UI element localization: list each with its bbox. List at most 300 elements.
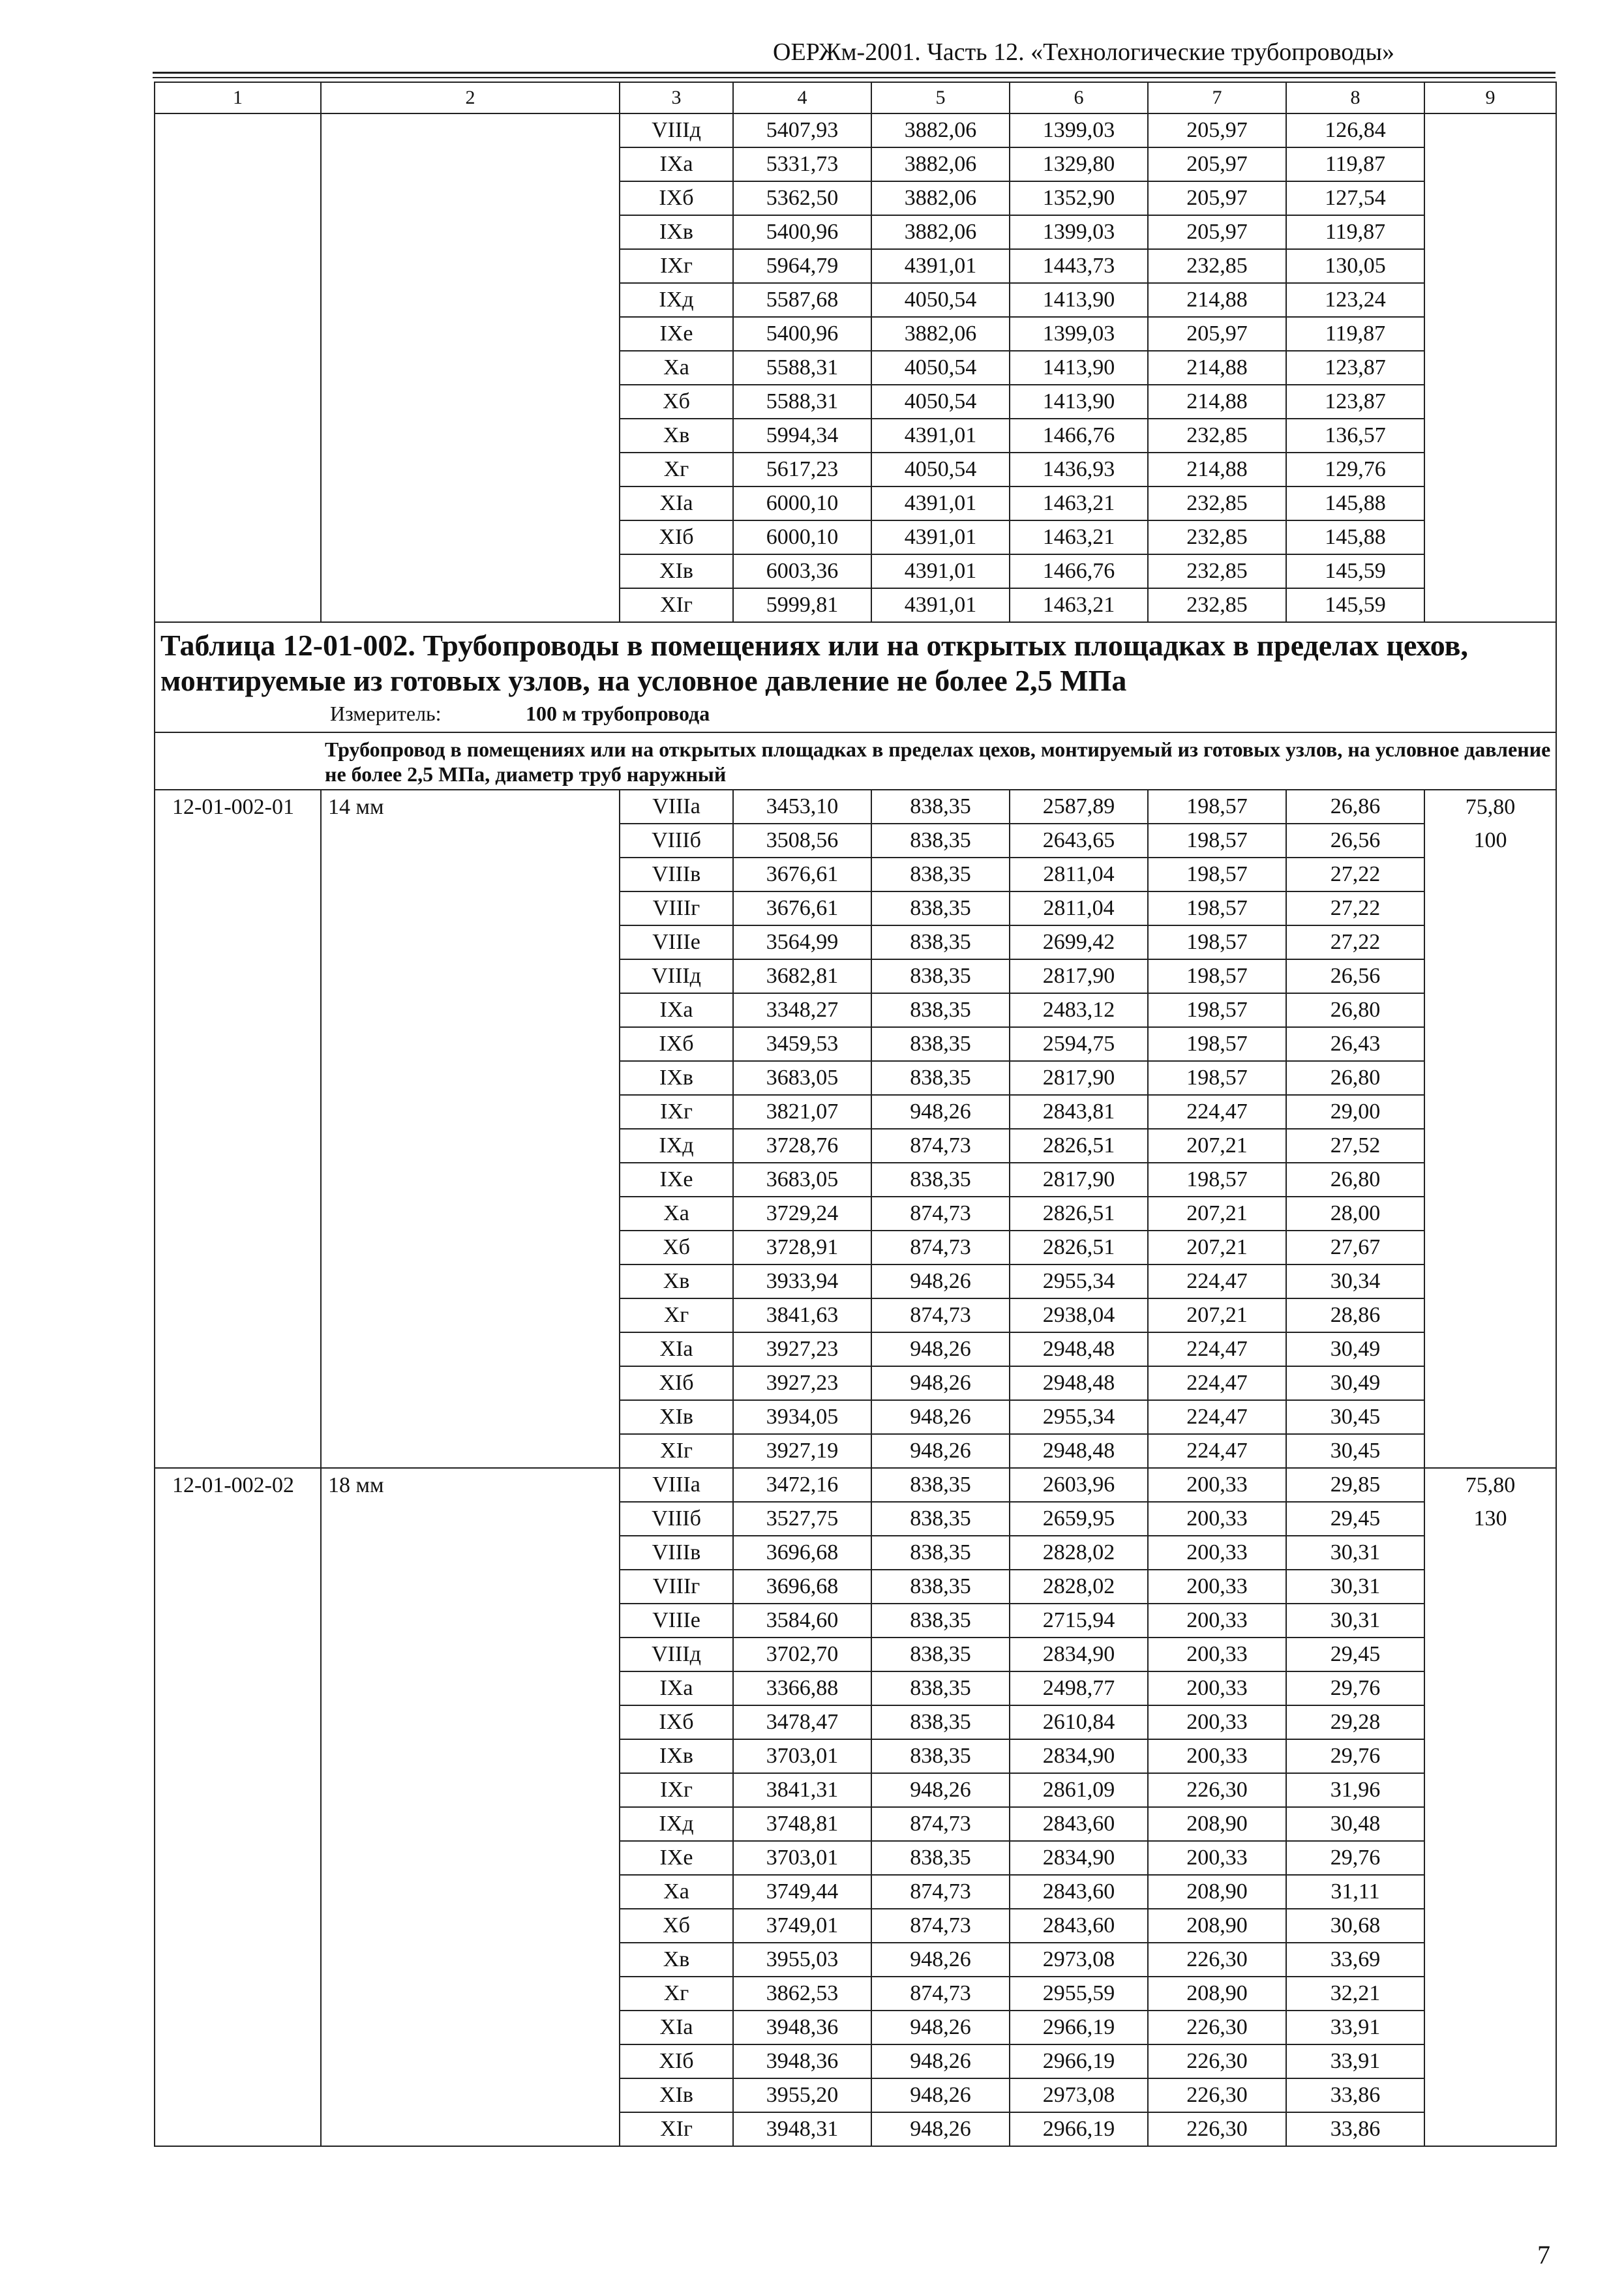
region-cell: Xа <box>620 1875 733 1909</box>
col9-cell <box>1424 1298 1556 1332</box>
value-cell: 208,90 <box>1148 1875 1286 1909</box>
value-cell: 3749,01 <box>733 1909 871 1943</box>
value-cell: 3676,61 <box>733 858 871 891</box>
value-cell: 948,26 <box>871 2078 1010 2112</box>
region-cell: VIIIв <box>620 858 733 891</box>
value-cell: 4391,01 <box>871 419 1010 453</box>
value-cell: 3882,06 <box>871 113 1010 147</box>
code-cell <box>155 1366 321 1400</box>
name-cell <box>321 858 620 891</box>
region-cell: VIIIд <box>620 959 733 993</box>
value-cell: 198,57 <box>1148 824 1286 858</box>
col9-cell <box>1424 1875 1556 1909</box>
value-cell: 214,88 <box>1148 385 1286 419</box>
table-row <box>155 1366 1556 1400</box>
value-cell: 200,33 <box>1148 1671 1286 1705</box>
name-cell <box>321 1807 620 1841</box>
code-cell <box>155 1807 321 1841</box>
value-cell: 2699,42 <box>1010 925 1148 959</box>
region-cell: Xг <box>620 453 733 486</box>
name-cell <box>321 283 620 317</box>
col9-cell <box>1424 1366 1556 1400</box>
value-cell: 2966,19 <box>1010 2112 1148 2146</box>
value-cell: 3703,01 <box>733 1739 871 1773</box>
value-cell: 232,85 <box>1148 520 1286 554</box>
column-number: 8 <box>1286 82 1424 113</box>
value-cell: 232,85 <box>1148 419 1286 453</box>
value-cell: 838,35 <box>871 1163 1010 1197</box>
table-row <box>155 1570 1556 1604</box>
value-cell: 2948,48 <box>1010 1434 1148 1468</box>
value-cell: 2817,90 <box>1010 1163 1148 1197</box>
value-cell: 2610,84 <box>1010 1705 1148 1739</box>
value-cell: 5964,79 <box>733 249 871 283</box>
value-cell: 119,87 <box>1286 317 1424 351</box>
table-row <box>155 2044 1556 2078</box>
value-cell: 29,76 <box>1286 1671 1424 1705</box>
value-cell: 200,33 <box>1148 1638 1286 1671</box>
value-cell: 205,97 <box>1148 181 1286 215</box>
value-cell: 948,26 <box>871 2112 1010 2146</box>
table-row <box>155 925 1556 959</box>
col9-cell <box>1424 1434 1556 1468</box>
value-cell: 4050,54 <box>871 453 1010 486</box>
table-row <box>155 1705 1556 1739</box>
value-cell: 3676,61 <box>733 891 871 925</box>
value-cell: 3478,47 <box>733 1705 871 1739</box>
value-cell: 198,57 <box>1148 959 1286 993</box>
value-cell: 2938,04 <box>1010 1298 1148 1332</box>
table-row <box>155 554 1556 588</box>
region-cell: IXа <box>620 1671 733 1705</box>
value-cell: 838,35 <box>871 1604 1010 1638</box>
col9-cell <box>1424 351 1556 385</box>
col9-cell <box>1424 1400 1556 1434</box>
value-cell: 224,47 <box>1148 1366 1286 1400</box>
value-cell: 948,26 <box>871 1366 1010 1400</box>
col9-cell <box>1424 588 1556 622</box>
value-cell: 948,26 <box>871 1773 1010 1807</box>
table-row <box>155 1400 1556 1434</box>
col9-cell <box>1424 959 1556 993</box>
value-cell: 145,59 <box>1286 554 1424 588</box>
code-cell <box>155 1977 321 2011</box>
name-cell <box>321 385 620 419</box>
code-cell <box>155 1875 321 1909</box>
table-row <box>155 1909 1556 1943</box>
value-cell: 5407,93 <box>733 113 871 147</box>
region-cell: XIв <box>620 1400 733 1434</box>
table-row <box>155 1977 1556 2011</box>
value-cell: 28,86 <box>1286 1298 1424 1332</box>
name-cell <box>321 1163 620 1197</box>
value-cell: 838,35 <box>871 1705 1010 1739</box>
table-row <box>155 1298 1556 1332</box>
value-cell: 874,73 <box>871 1807 1010 1841</box>
name-cell <box>321 1129 620 1163</box>
col9-cell <box>1424 1807 1556 1841</box>
table-row <box>155 1468 1556 1502</box>
value-cell: 838,35 <box>871 1671 1010 1705</box>
table-row <box>155 385 1556 419</box>
value-cell: 2828,02 <box>1010 1570 1148 1604</box>
code-cell <box>155 891 321 925</box>
value-cell: 2973,08 <box>1010 1943 1148 1977</box>
table-row <box>155 147 1556 181</box>
value-cell: 4391,01 <box>871 554 1010 588</box>
value-cell: 226,30 <box>1148 2078 1286 2112</box>
value-cell: 2643,65 <box>1010 824 1148 858</box>
value-cell: 2817,90 <box>1010 959 1148 993</box>
code-cell <box>155 249 321 283</box>
region-cell: VIIIб <box>620 1502 733 1536</box>
region-cell: Xв <box>620 419 733 453</box>
value-cell: 1413,90 <box>1010 283 1148 317</box>
region-cell: VIIIв <box>620 1536 733 1570</box>
value-cell: 1413,90 <box>1010 351 1148 385</box>
region-cell: Xа <box>620 351 733 385</box>
value-cell: 198,57 <box>1148 1027 1286 1061</box>
value-cell: 30,48 <box>1286 1807 1424 1841</box>
value-cell: 198,57 <box>1148 891 1286 925</box>
value-cell: 948,26 <box>871 1095 1010 1129</box>
value-cell: 1466,76 <box>1010 419 1148 453</box>
name-cell <box>321 1400 620 1434</box>
table-row <box>155 1264 1556 1298</box>
value-cell: 3821,07 <box>733 1095 871 1129</box>
region-cell: IXб <box>620 1027 733 1061</box>
col9-cell <box>1424 858 1556 891</box>
name-cell <box>321 1027 620 1061</box>
value-cell: 2826,51 <box>1010 1129 1148 1163</box>
value-cell: 2843,60 <box>1010 1909 1148 1943</box>
col9-cell <box>1424 181 1556 215</box>
col9-cell <box>1424 1671 1556 1705</box>
region-cell: Xв <box>620 1943 733 1977</box>
value-cell: 5400,96 <box>733 215 871 249</box>
value-cell: 145,59 <box>1286 588 1424 622</box>
region-cell: Xб <box>620 1909 733 1943</box>
code-cell <box>155 486 321 520</box>
value-cell: 30,45 <box>1286 1400 1424 1434</box>
value-cell: 198,57 <box>1148 858 1286 891</box>
col9-cell <box>1424 1570 1556 1604</box>
code-cell <box>155 1536 321 1570</box>
value-cell: 205,97 <box>1148 113 1286 147</box>
value-cell: 2955,59 <box>1010 1977 1148 2011</box>
table-row <box>155 1434 1556 1468</box>
running-header: ОЕРЖм-2001. Часть 12. «Технологические трубопроводы» <box>773 38 1395 66</box>
code-cell <box>155 1400 321 1434</box>
value-cell: 207,21 <box>1148 1298 1286 1332</box>
table-row <box>155 1332 1556 1366</box>
table-row <box>155 1163 1556 1197</box>
table-row <box>155 1604 1556 1638</box>
meter-value: 100 м трубопровода <box>526 701 710 725</box>
code-cell <box>155 113 321 147</box>
table-title-cell <box>155 622 1556 732</box>
col9-cell <box>1424 419 1556 453</box>
value-cell: 30,31 <box>1286 1604 1424 1638</box>
value-cell: 838,35 <box>871 824 1010 858</box>
col9-cell <box>1424 520 1556 554</box>
value-cell: 3702,70 <box>733 1638 871 1671</box>
value-cell: 123,87 <box>1286 385 1424 419</box>
code-cell <box>155 959 321 993</box>
code-cell <box>155 1298 321 1332</box>
value-cell: 3682,81 <box>733 959 871 993</box>
value-cell: 838,35 <box>871 1468 1010 1502</box>
name-cell <box>321 1977 620 2011</box>
region-cell: Xг <box>620 1298 733 1332</box>
value-cell: 3882,06 <box>871 215 1010 249</box>
table-row <box>155 2078 1556 2112</box>
value-cell: 129,76 <box>1286 453 1424 486</box>
value-cell: 2973,08 <box>1010 2078 1148 2112</box>
value-cell: 2817,90 <box>1010 1061 1148 1095</box>
col9-cell <box>1424 317 1556 351</box>
region-cell: XIв <box>620 554 733 588</box>
value-cell: 130,05 <box>1286 249 1424 283</box>
region-cell: IXб <box>620 1705 733 1739</box>
meter-line <box>160 703 1552 729</box>
value-cell: 2587,89 <box>1010 790 1148 824</box>
rates-table <box>154 82 1557 2147</box>
column-number: 9 <box>1424 82 1556 113</box>
code-cell <box>155 1502 321 1536</box>
table-row <box>155 453 1556 486</box>
region-cell: IXд <box>620 283 733 317</box>
value-cell: 232,85 <box>1148 249 1286 283</box>
col9-cell <box>1424 2112 1556 2146</box>
col9-cell <box>1424 554 1556 588</box>
code-cell <box>155 385 321 419</box>
code-cell <box>155 1264 321 1298</box>
table-row <box>155 113 1556 147</box>
col9-cell <box>1424 1163 1556 1197</box>
value-cell: 224,47 <box>1148 1332 1286 1366</box>
table-row <box>155 1197 1556 1231</box>
code-cell <box>155 1434 321 1468</box>
region-cell: XIб <box>620 520 733 554</box>
value-cell: 3472,16 <box>733 1468 871 1502</box>
region-cell: Xв <box>620 1264 733 1298</box>
value-cell: 3683,05 <box>733 1163 871 1197</box>
value-cell: 200,33 <box>1148 1841 1286 1875</box>
value-cell: 27,22 <box>1286 891 1424 925</box>
code-cell <box>155 2044 321 2078</box>
value-cell: 5331,73 <box>733 147 871 181</box>
region-cell: XIг <box>620 2112 733 2146</box>
col9-cell <box>1424 385 1556 419</box>
value-cell: 30,34 <box>1286 1264 1424 1298</box>
name-cell <box>321 891 620 925</box>
region-cell: Xг <box>620 1977 733 2011</box>
col9-cell <box>1424 1739 1556 1773</box>
name-cell <box>321 147 620 181</box>
value-cell: 838,35 <box>871 1061 1010 1095</box>
column-number: 5 <box>871 82 1010 113</box>
value-cell: 948,26 <box>871 2011 1010 2044</box>
value-cell: 3927,23 <box>733 1332 871 1366</box>
value-cell: 874,73 <box>871 1875 1010 1909</box>
name-cell <box>321 215 620 249</box>
value-cell: 1329,80 <box>1010 147 1148 181</box>
value-cell: 4391,01 <box>871 486 1010 520</box>
col9-cell <box>1424 453 1556 486</box>
value-cell: 26,56 <box>1286 824 1424 858</box>
page-number: 7 <box>1537 2240 1550 2269</box>
name-cell <box>321 1502 620 1536</box>
value-cell: 198,57 <box>1148 1061 1286 1095</box>
col9-cell <box>1424 1638 1556 1671</box>
name-cell <box>321 1061 620 1095</box>
value-cell: 4050,54 <box>871 351 1010 385</box>
value-cell: 2594,75 <box>1010 1027 1148 1061</box>
table-row <box>155 790 1556 824</box>
table-row <box>155 1943 1556 1977</box>
value-cell: 27,52 <box>1286 1129 1424 1163</box>
region-cell: IXг <box>620 249 733 283</box>
col9-cell <box>1424 283 1556 317</box>
value-cell: 205,97 <box>1148 147 1286 181</box>
name-cell <box>321 1332 620 1366</box>
region-cell: VIIIа <box>620 790 733 824</box>
value-cell: 2834,90 <box>1010 1841 1148 1875</box>
value-cell: 874,73 <box>871 1197 1010 1231</box>
value-cell: 29,28 <box>1286 1705 1424 1739</box>
value-cell: 948,26 <box>871 2044 1010 2078</box>
code-cell <box>155 1705 321 1739</box>
value-cell: 2843,81 <box>1010 1095 1148 1129</box>
value-cell: 119,87 <box>1286 147 1424 181</box>
value-cell: 3749,44 <box>733 1875 871 1909</box>
value-cell: 948,26 <box>871 1332 1010 1366</box>
value-cell: 838,35 <box>871 1841 1010 1875</box>
col9-cell <box>1424 1977 1556 2011</box>
table-row <box>155 1773 1556 1807</box>
value-cell: 2498,77 <box>1010 1671 1148 1705</box>
value-cell: 3933,94 <box>733 1264 871 1298</box>
value-cell: 119,87 <box>1286 215 1424 249</box>
value-cell: 200,33 <box>1148 1604 1286 1638</box>
value-cell: 838,35 <box>871 993 1010 1027</box>
value-cell: 2826,51 <box>1010 1197 1148 1231</box>
value-cell: 29,76 <box>1286 1841 1424 1875</box>
table-subtitle: Трубопровод в помещениях или на открытых площадках в пределах цехов, монтируемый из готовых узлов, на условное давление не более 2,5 МПа, диаметр труб наружный <box>321 732 1556 790</box>
value-cell: 30,49 <box>1286 1366 1424 1400</box>
region-cell: XIб <box>620 1366 733 1400</box>
value-cell: 2834,90 <box>1010 1638 1148 1671</box>
value-cell: 224,47 <box>1148 1400 1286 1434</box>
name-cell <box>321 317 620 351</box>
name-cell <box>321 1638 620 1671</box>
name-cell <box>321 486 620 520</box>
code-cell <box>155 1095 321 1129</box>
value-cell: 3508,56 <box>733 824 871 858</box>
region-cell: IXа <box>620 147 733 181</box>
col9-cell <box>1424 1943 1556 1977</box>
value-cell: 214,88 <box>1148 283 1286 317</box>
name-cell <box>321 1231 620 1264</box>
value-cell: 874,73 <box>871 1977 1010 2011</box>
region-cell: IXе <box>620 317 733 351</box>
region-cell: VIIIг <box>620 891 733 925</box>
region-cell: IXг <box>620 1773 733 1807</box>
name-cell <box>321 1264 620 1298</box>
value-cell: 838,35 <box>871 925 1010 959</box>
name-cell <box>321 1909 620 1943</box>
value-cell: 2861,09 <box>1010 1773 1148 1807</box>
table-row <box>155 858 1556 891</box>
table-row <box>155 588 1556 622</box>
code-cell <box>155 1570 321 1604</box>
value-cell: 3453,10 <box>733 790 871 824</box>
value-cell: 2483,12 <box>1010 993 1148 1027</box>
value-cell: 2948,48 <box>1010 1332 1148 1366</box>
value-cell: 28,00 <box>1286 1197 1424 1231</box>
value-cell: 145,88 <box>1286 486 1424 520</box>
col9-cell <box>1424 1095 1556 1129</box>
value-cell: 3927,23 <box>733 1366 871 1400</box>
value-cell: 3882,06 <box>871 147 1010 181</box>
name-cell <box>321 925 620 959</box>
value-cell: 226,30 <box>1148 2112 1286 2146</box>
value-cell: 136,57 <box>1286 419 1424 453</box>
region-cell: IXе <box>620 1163 733 1197</box>
value-cell: 3527,75 <box>733 1502 871 1536</box>
table-row <box>155 2011 1556 2044</box>
value-cell: 3882,06 <box>871 317 1010 351</box>
table-row <box>155 1807 1556 1841</box>
value-cell: 1352,90 <box>1010 181 1148 215</box>
value-cell: 1463,21 <box>1010 520 1148 554</box>
value-cell: 2828,02 <box>1010 1536 1148 1570</box>
name-cell <box>321 993 620 1027</box>
table-row <box>155 1502 1556 1536</box>
name-cell <box>321 1366 620 1400</box>
value-cell: 2955,34 <box>1010 1264 1148 1298</box>
value-cell: 2955,34 <box>1010 1400 1148 1434</box>
value-cell: 1399,03 <box>1010 317 1148 351</box>
value-cell: 1399,03 <box>1010 113 1148 147</box>
name-cell <box>321 181 620 215</box>
col9-cell <box>1424 1197 1556 1231</box>
name-cell <box>321 1570 620 1604</box>
table-row <box>155 181 1556 215</box>
col9-cell <box>1424 1231 1556 1264</box>
value-cell: 4050,54 <box>871 385 1010 419</box>
value-cell: 3748,81 <box>733 1807 871 1841</box>
value-cell: 145,88 <box>1286 520 1424 554</box>
table-row <box>155 1095 1556 1129</box>
name-cell <box>321 959 620 993</box>
region-cell: IXд <box>620 1129 733 1163</box>
value-cell: 226,30 <box>1148 1773 1286 1807</box>
col9-value: 75,80 <box>1424 790 1556 824</box>
code-cell <box>155 1604 321 1638</box>
value-cell: 208,90 <box>1148 1807 1286 1841</box>
value-cell: 2826,51 <box>1010 1231 1148 1264</box>
table-row <box>155 215 1556 249</box>
value-cell: 200,33 <box>1148 1739 1286 1773</box>
value-cell: 3728,91 <box>733 1231 871 1264</box>
value-cell: 224,47 <box>1148 1095 1286 1129</box>
col9-cell <box>1424 1841 1556 1875</box>
col9-cell <box>1424 1536 1556 1570</box>
name-cell <box>321 2044 620 2078</box>
value-cell: 198,57 <box>1148 1163 1286 1197</box>
